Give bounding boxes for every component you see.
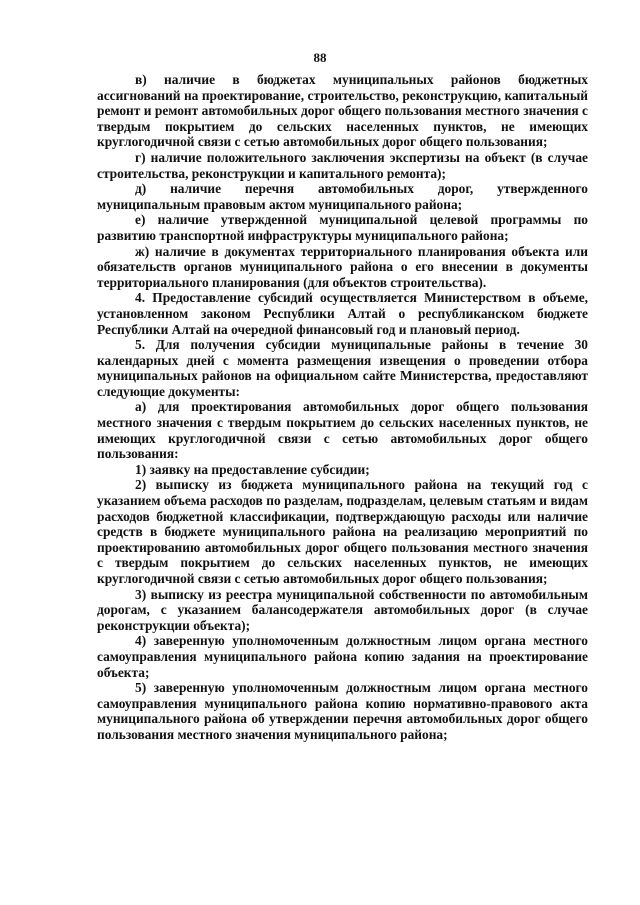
list-item-3: 3) выписку из реестра муниципальной собственности по автомобильным дорогам, с указанием балансодержателя автомобильных дорог (в случае реконструкции объекта);: [97, 586, 588, 633]
paragraph-zh: ж) наличие в документах территориального планирования объекта или обязательств органов муниципального района о его внесении в документы территориального планирования (для объектов строительства).: [97, 243, 588, 290]
page-number: 88: [313, 50, 327, 65]
list-item-2: 2) выписку из бюджета муниципального района на текущий год с указанием объема расходов по разделам, подразделам, целевым статьям и видам расходов бюджетной классификации, подтверждающую расходы или наличие средств в бюджете муниципального района на реализацию мероприятий по проектированию автомобильных дорог общего пользования местного значения с твердым покрытием до сельских населенных пунктов, не имеющих круглогодичной связи с сетью автомобильных дорог общего пользования;: [97, 477, 588, 586]
paragraph-v: в) наличие в бюджетах муниципальных районов бюджетных ассигнований на проектирование, строительство, реконструкцию, капитальный ремонт и ремонт автомобильных дорог общего пользования местного значения с твердым покрытием до сельских населенных пунктов, не имеющих круглогодичной связи с сетью автомобильных дорог общего пользования;: [97, 72, 588, 150]
paragraph-5: 5. Для получения субсидии муниципальные районы в течение 30 календарных дней с момента размещения извещения о проведении отбора муниципальных районов на официальном сайте Министерства, предоставляют следующие документы:: [97, 337, 588, 399]
paragraph-d: д) наличие перечня автомобильных дорог, утвержденного муниципальным правовым актом муниципального района;: [97, 181, 588, 212]
list-item-5: 5) заверенную уполномоченным должностным лицом органа местного самоуправления муниципального района копию нормативно-правового акта муниципального района об утверждении перечня автомобильных дорог общего пользования местного значения муниципального района;: [97, 680, 588, 742]
paragraph-g: г) наличие положительного заключения экспертизы на объект (в случае строительства, реконструкции и капитального ремонта);: [97, 149, 588, 181]
document-body: [97, 72, 588, 743]
list-item-1: 1) заявку на предоставление субсидии;: [135, 461, 370, 477]
paragraph-a: а) для проектирования автомобильных дорог общего пользования местного значения с твердым покрытием до сельских населенных пунктов, не имеющих круглогодичной связи с сетью автомобильных дорог общего пользования:: [97, 399, 588, 462]
paragraph-e: е) наличие утвержденной муниципальной целевой программы по развитию транспортной инфраструктуры муниципального района;: [97, 212, 588, 243]
paragraph-4: 4. Предоставление субсидий осуществляется Министерством в объеме, установленном законом Республики Алтай о республиканском бюджете Республики Алтай на очередной финансовый год и плановый период.: [97, 290, 588, 337]
list-item-4: 4) заверенную уполномоченным должностным лицом органа местного самоуправления муниципального района копию задания на проектирование объекта;: [97, 633, 588, 680]
